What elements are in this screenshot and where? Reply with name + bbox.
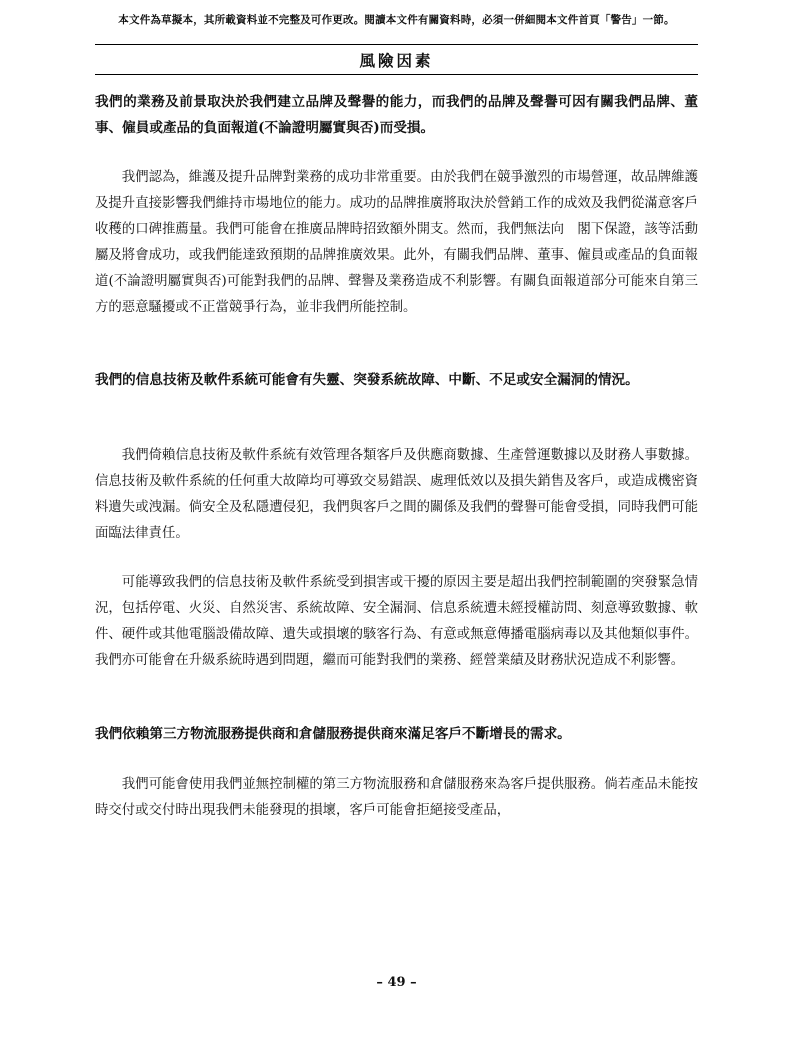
risk-heading-logistics [95,721,698,747]
section-title: 風險因素 [359,51,434,70]
header-rule-top [95,44,698,45]
paragraph-text: 我們認為，維護及提升品牌對業務的成功非常重要。由於我們在競爭激烈的市場營運，故品牌維護及提升直接影響我們維持市場地位的能力。成功的品牌推廣將取決於營銷工作的成效及我們從滿意客戶收穫的口碑推薦量。我們可能會在推廣品牌時招致額外開支。然而，我們無法向 閣下保證，該等活動屬及將會成功，或我們能達致預期的品牌推廣效果。此外，有關我們品牌、董事、僱員或產品的負面報道(不論證明屬實與否)可能對我們的品牌、聲譽及業務造成不利影響。有關負面報道部分可能來自第三方的惡意騷擾或不正當競爭行為，並非我們所能控制。 [95,170,698,315]
risk-heading-it-systems [95,367,698,393]
heading-text: 我們的業務及前景取決於我們建立品牌及聲譽的能力，而我們的品牌及聲譽可因有關我們品牌、董事、僱員或產品的負面報道(不論證明屬實與否)而受損。 [95,94,698,136]
paragraph-brand [95,165,698,321]
paragraph-it-dependence [95,443,698,547]
paragraph-it-disruption [95,570,698,674]
draft-notice: 本文件為草擬本，其所載資料並不完整及可作更改。閱讀本文件有關資料時，必須一併細閱本文件首頁「警告」一節。 [118,14,675,26]
heading-text: 我們的信息技術及軟件系統可能會有失靈、突發系統故障、中斷、不足或安全漏洞的情況。 [95,372,639,388]
page-number: – 49 – [376,975,417,990]
header-rule-bottom [95,74,698,75]
paragraph-text: 可能導致我們的信息技術及軟件系統受到損害或干擾的原因主要是超出我們控制範圍的突發緊急情況，包括停電、火災、自然災害、系統故障、安全漏洞、信息系統遭未經授權訪問、刻意導致數據、軟件、硬件或其他電腦設備故障、遺失或損壞的駭客行為、有意或無意傳播電腦病毒以及其他類似事件。我們亦可能會在升級系統時遇到問題，繼而可能對我們的業務、經營業績及財務狀況造成不利影響。 [95,575,698,668]
risk-heading-brand [95,89,698,141]
paragraph-text: 我們倚賴信息技術及軟件系統有效管理各類客戶及供應商數據、生產營運數據以及財務人事數據。信息技術及軟件系統的任何重大故障均可導致交易錯誤、處理低效以及損失銷售及客戶，或造成機密資料遺失或洩漏。倘安全及私隱遭侵犯，我們與客戶之間的關係及我們的聲譽可能會受損，同時我們可能面臨法律責任。 [95,448,698,541]
paragraph-text: 我們可能會使用我們並無控制權的第三方物流服務和倉儲服務來為客戶提供服務。倘若產品未能按時交付或交付時出現我們未能發現的損壞，客戶可能會拒絕接受產品， [95,777,698,818]
heading-text: 我們依賴第三方物流服務提供商和倉儲服務提供商來滿足客戶不斷增長的需求。 [95,726,571,742]
paragraph-logistics [95,772,698,824]
